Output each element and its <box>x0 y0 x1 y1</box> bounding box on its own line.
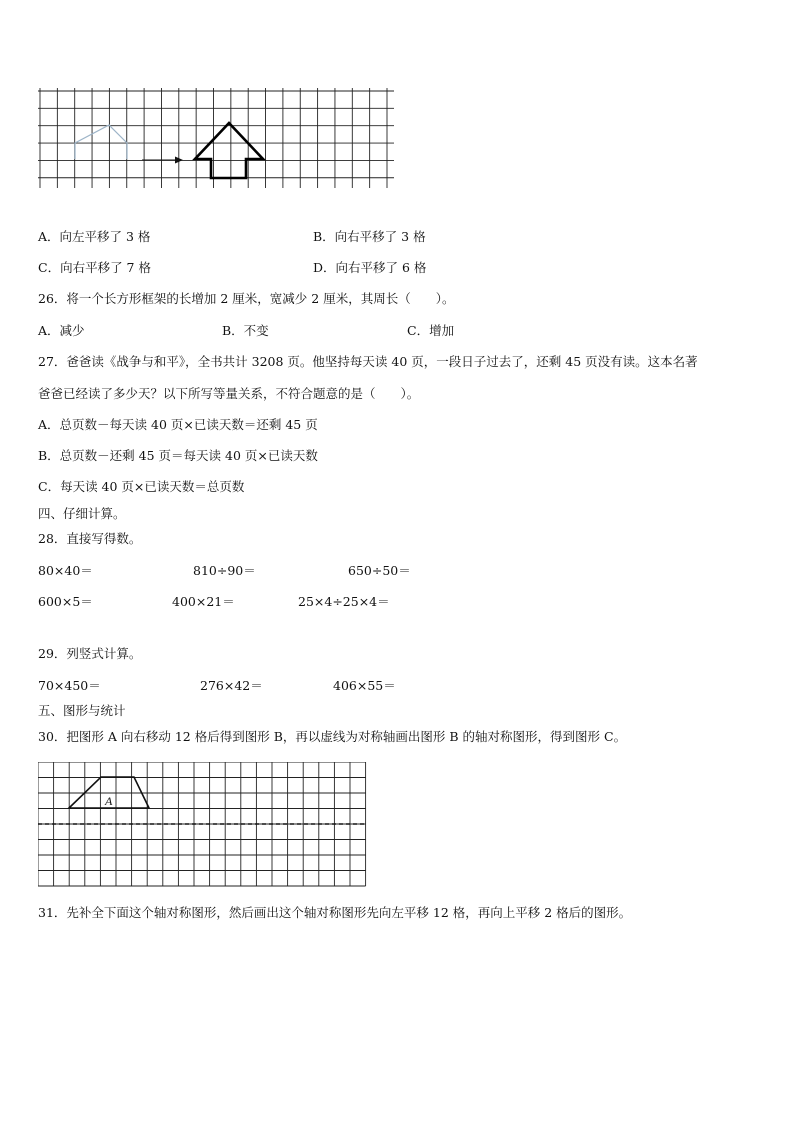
q28-stem: 28．直接写得数。 <box>38 531 142 546</box>
q27-stem-line1: 27．爸爸读《战争与和平》，全书共计 3208 页。他坚持每天读 40 页，一段日子过去了，还剩 45 页没有读。这本名著 <box>38 354 698 369</box>
q27-option-c[interactable]: C．每天读 40 页×已读天数＝总页数 <box>38 479 245 494</box>
moved-arrow-shape <box>195 123 263 178</box>
q25-option-c[interactable]: C．向右平移了 7 格 <box>38 260 151 275</box>
q25-option-a[interactable]: A．向左平移了 3 格 <box>38 229 151 244</box>
q27-option-a[interactable]: A．总页数－每天读 40 页×已读天数＝还剩 45 页 <box>38 417 318 432</box>
q27-option-b[interactable]: B．总页数－还剩 45 页＝每天读 40 页×已读天数 <box>38 448 318 463</box>
q29-item: 70×450＝ <box>38 678 101 693</box>
translation-grid-figure <box>38 88 398 188</box>
ghost-arrow-shape <box>75 125 127 159</box>
q28-item: 25×4÷25×4＝ <box>298 594 390 609</box>
q28-item: 650÷50＝ <box>348 563 411 578</box>
section-4-heading: 四、仔细计算。 <box>38 506 126 521</box>
q26-stem: 26．将一个长方形框架的长增加 2 厘米，宽减少 2 厘米，其周长（ ）。 <box>38 291 455 306</box>
q27-stem-line2: 爸爸已经读了多少天？以下所写等量关系，不符合题意的是（ ）。 <box>38 386 420 401</box>
q28-item: 80×40＝ <box>38 563 93 578</box>
q29-item: 276×42＝ <box>200 678 263 693</box>
q28-item: 400×21＝ <box>172 594 235 609</box>
q26-option-a[interactable]: A．减少 <box>38 323 85 338</box>
q28-item: 600×5＝ <box>38 594 93 609</box>
section-5-heading: 五、图形与统计 <box>38 703 126 718</box>
shape-a-label: A <box>105 794 113 808</box>
q28-item: 810÷90＝ <box>193 563 256 578</box>
symmetry-grid-figure <box>38 762 368 888</box>
q25-option-d[interactable]: D．向右平移了 6 格 <box>313 260 427 275</box>
q29-stem: 29．列竖式计算。 <box>38 646 142 661</box>
q29-item: 406×55＝ <box>333 678 396 693</box>
q31-stem: 31．先补全下面这个轴对称图形，然后画出这个轴对称图形先向左平移 12 格，再向上平移 2 格后的图形。 <box>38 905 632 920</box>
q25-option-b[interactable]: B．向右平移了 3 格 <box>313 229 426 244</box>
q30-stem: 30．把图形 A 向右移动 12 格后得到图形 B，再以虚线为对称轴画出图形 B 的轴对称图形，得到图形 C。 <box>38 729 627 744</box>
q26-option-b[interactable]: B．不变 <box>222 323 269 338</box>
q26-option-c[interactable]: C．增加 <box>407 323 455 338</box>
